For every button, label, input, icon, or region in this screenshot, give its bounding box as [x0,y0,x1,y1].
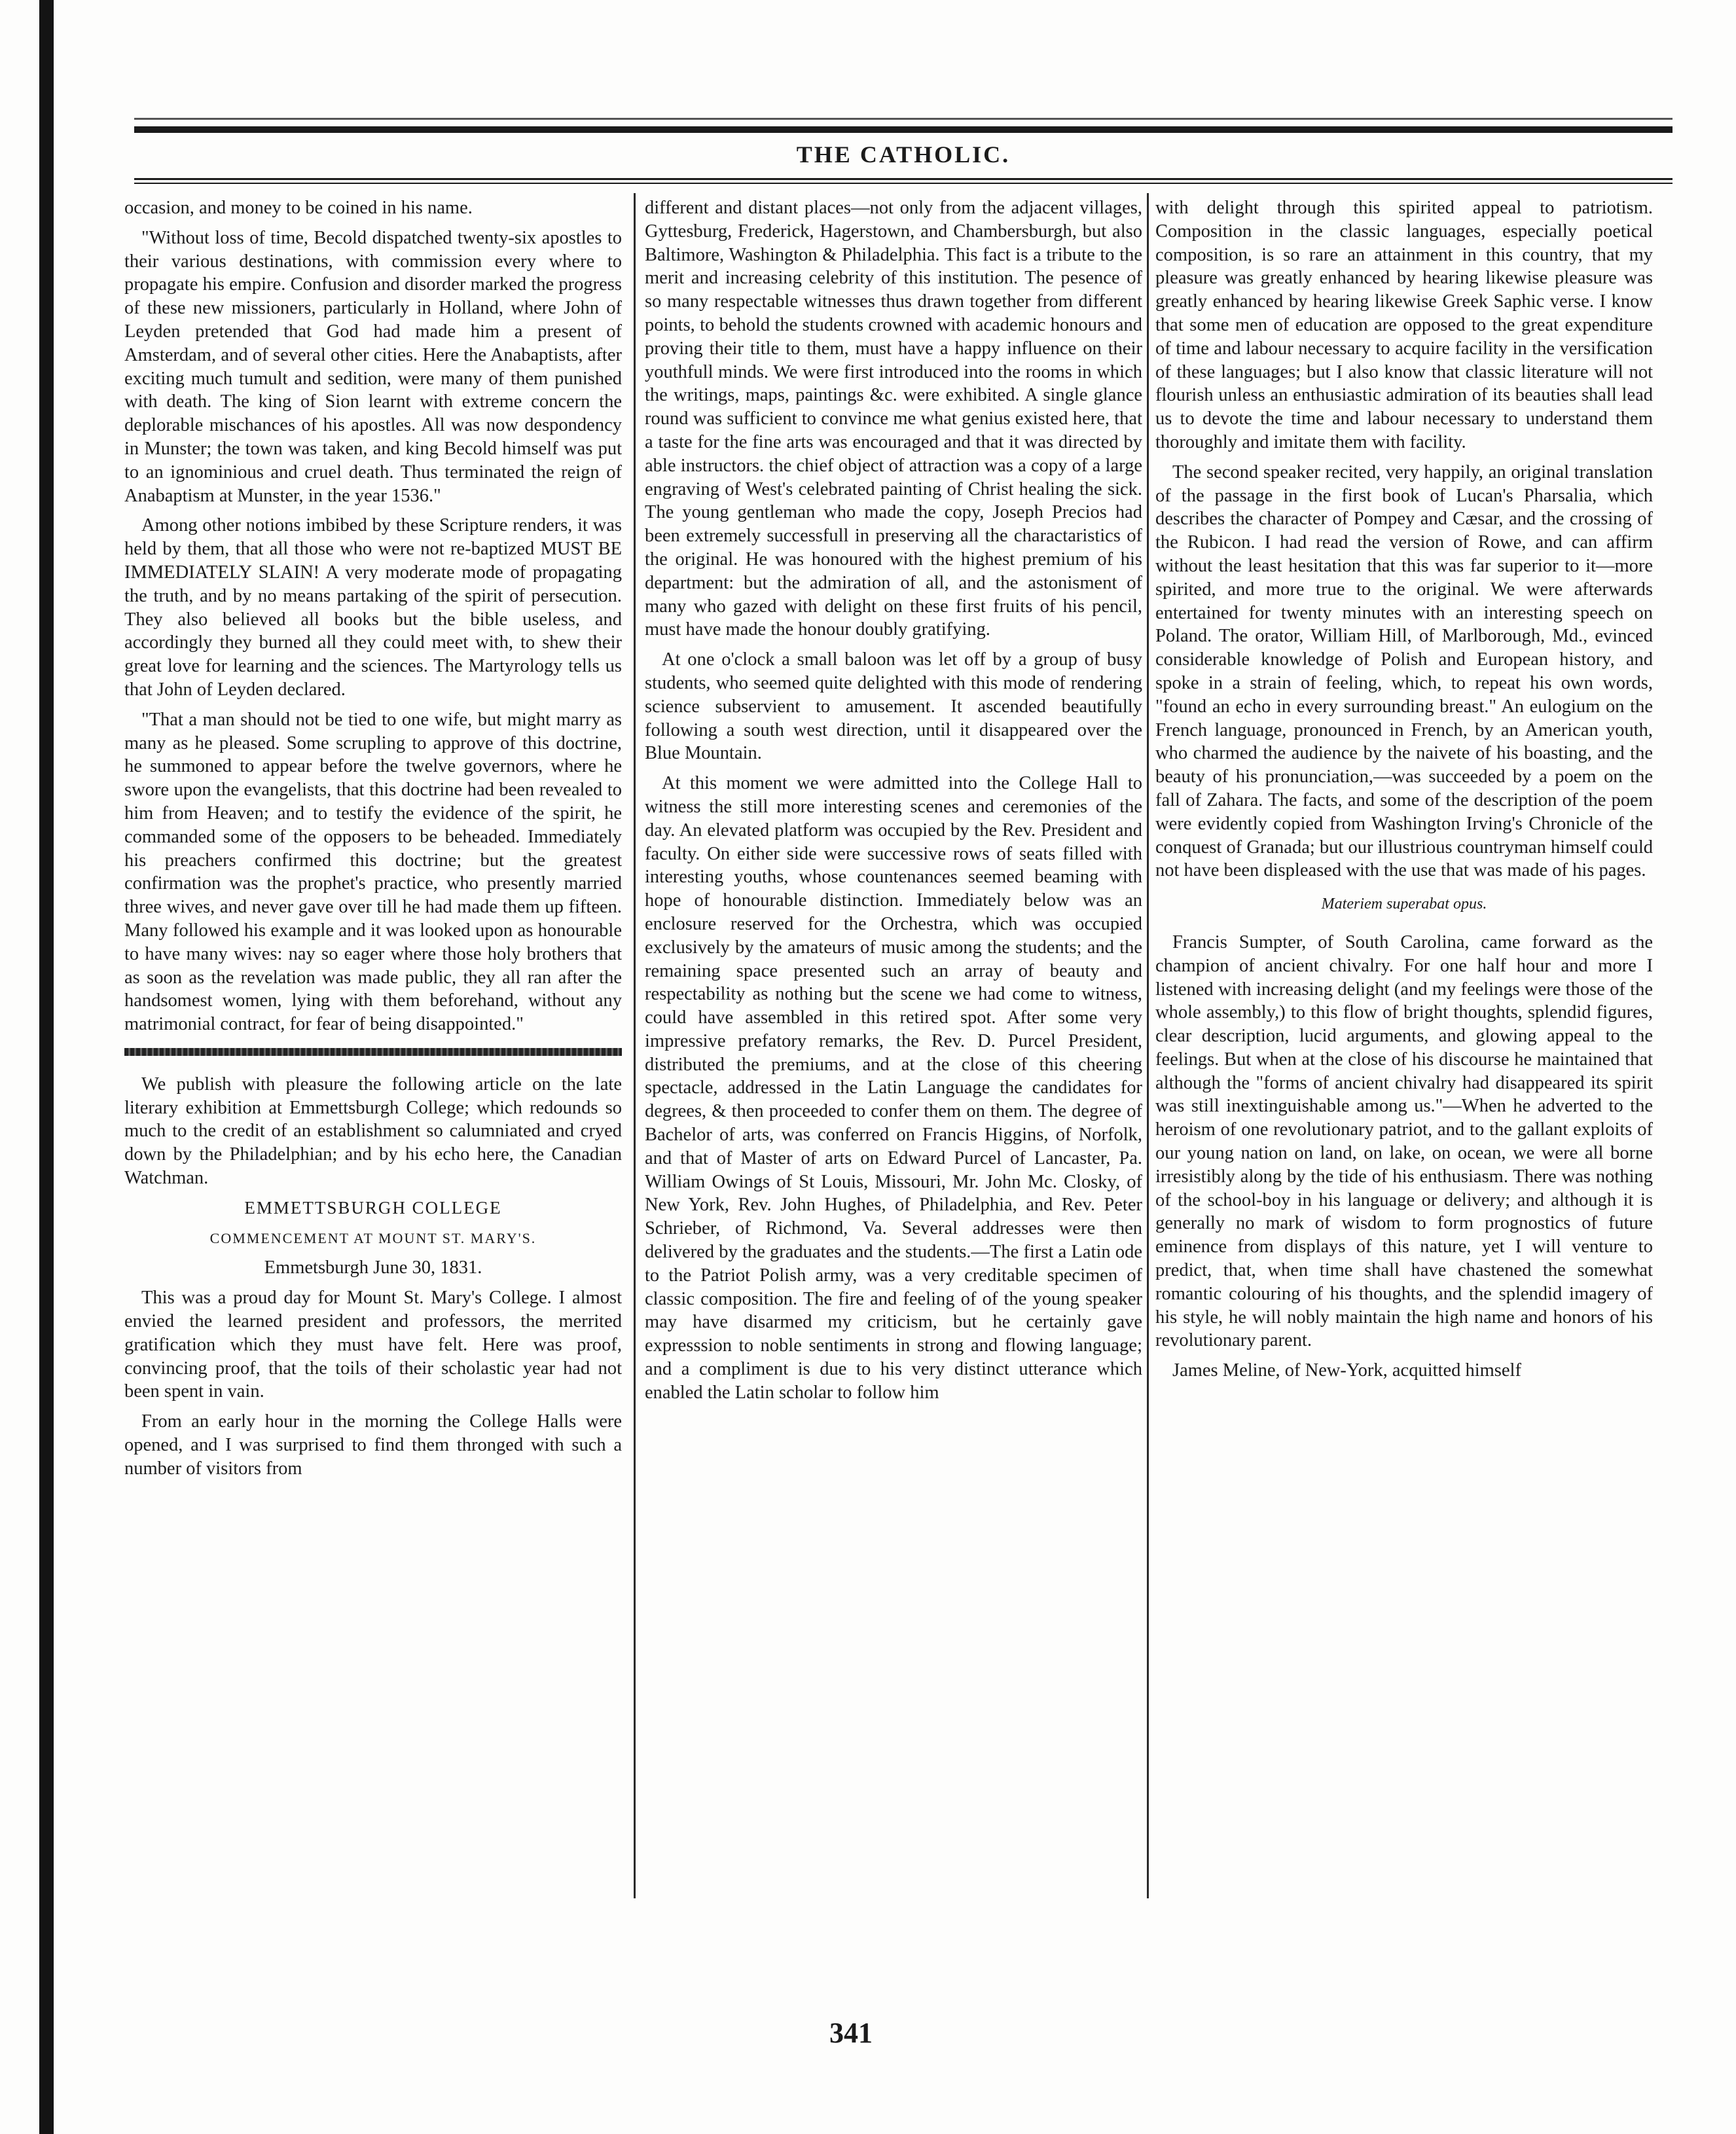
header-rule-lower [134,183,1673,184]
top-rule-thin [134,118,1673,120]
column-3 [1155,196,1653,1389]
paragraph: James Meline, of New-York, acquitted himself [1172,1360,1521,1381]
paragraph: different and distant places—not only from the adjacent villages, Gyttesburg, Frederick, Hagerstown, and Chambersburgh, but also Baltimore, Washington & Philadelphia. This fact is a tribute to the merit and increasing celebrity of this institution. The pesence of so many respectable witnesses thus drawn together from different points, to behold the students crowned with academic honours and proving their title to them, must have a happy influence on their youthfull minds. We were first introduced into the rooms in which the writings, maps, paintings &c. were exhibited. A single glance round was sufficient to convince me what genius existed here, that a taste for the fine arts was encouraged and that it was directed by able instructors. the chief object of attraction was a copy of a large engraving of West's celebrated painting of Christ healing the sick. The young gentleman who made the copy, Joseph Precios had been extremely successfull in preserving all the charactaristics of the original. He was honoured with the highest premium of his department: but the admiration of all, and the astonisment of many who gazed with delight on these first fruits of his pencil, must have made the honour doubly gratifying. [645,198,1142,640]
column-divider-2 [1147,193,1149,1898]
paragraph: "That a man should not be tied to one wife, but might marry as many as he pleased. Some scrupling to approve of this doctrine, he summoned to appear before the twelve governors, where he swore upon the evangelists, that this doctrine had been revealed to him from Heaven; and to testify the evidence of the spirit, he commanded some of the opposers to be beheaded. Immediately his preachers confirmed this doctrine; but the greatest confirmation was the prophet's practice, who presently married three wives, and never gave over till he had made them up fifteen. Many followed his example and it was looked upon as honourable to have many wives: nay so eager where those holy brothers that as soon as the revelation was made public, they all ran after the handsomest women, lying with them beforehand, without any matrimonial contract, for fear of being disappointed." [124,709,622,1035]
page-title: THE CATHOLIC. [796,141,1011,168]
page-number: 341 [829,2017,873,2049]
paragraph: We publish with pleasure the following article on the late literary exhibition at Emmettsburgh College; which redounds so much to the credit of an establishment so calumniated and cryed down by the Philadelphian; and by his echo here, the Canadian Watchman. [124,1074,622,1189]
paragraph: Among other notions imbibed by these Scripture renders, it was held by them, that all those who were not re-baptized MUST BE IMMEDIATELY SLAIN! A very moderate mode of propagating the truth, and by no means partaking of the spirit of persecution. They also believed all books but the bible useless, and accordingly they burned all they could meet with, to shew their great love for learning and the sciences. The Martyrology tells us that John of Leyden declared. [124,515,622,700]
column-1 [124,196,622,1487]
header-rule [134,178,1673,180]
paragraph: "Without loss of time, Becold dispatched twenty-six apostles to their various destinations, with commission every where to propagate his empire. Confusion and disorder marked the progress of these new missioners, particularly in Holland, where John of Leyden pretended that God had made him a present of Amsterdam, and of several other cities. Here the Anabaptists, after exciting much tumult and sedition, were many of them punished with death. The king of Sion learnt with extreme concern the deplorable mischances of his apostles. All was now despondency in Munster; the town was taken, and king Becold himself was put to an ignominious and cruel death. Thus terminated the reign of Anabaptism at Munster, in the year 1536." [124,227,622,506]
article-heading: EMMETTSBURGH COLLEGE [244,1197,502,1218]
latin-motto: Materiem superabat opus. [1321,895,1487,913]
paragraph: From an early hour in the morning the College Halls were opened, and I was surprised to find them thronged with such a number of visitors from [124,1411,622,1479]
binding-edge [39,0,54,2134]
paragraph: At this moment we were admitted into the College Hall to witness the still more interesting scenes and ceremonies of the day. An elevated platform was occupied by the Rev. President and faculty. On either side were successive rows of seats filled with interesting youths, whose countenances seemed beaming with hope of honourable distinction. Immediately below was an enclosure reserved for the Orchestra, which was occupied exclusively by the amateurs of music among the students; and the remaining space presented such an array of beauty and respectability as nothing but the scene we had come to witness, could have assembled in this retired spot. After some very impressive prefatory remarks, the Rev. D. Purcel President, distributed the premiums, and at the close of this cheering spectacle, addressed in the Latin Language the candidates for degrees, & then proceeded to confer them on them. The degree of Bachelor of arts, was conferred on Francis Higgins, of Norfolk, and that of Master of arts on Edward Purcel of Lancaster, Pa. William Owings of St Louis, Missouri, Mr. John Mc. Closky, of New York, Rev. John Hughes, of Philadelphia, and Rev. Peter Schrieber, of Richmond, Va. Several addresses were then delivered by the graduates and the students.—The first a Latin ode to the Patriot Polish army, was a very creditable specimen of classic composition. The fire and feeling of of the young speaker may have disarmed my criticism, but he certainly gave expresssion to noble sentiments in strong and flowing language; and a compliment is due to his very distinct utterance which enabled the Latin scholar to follow him [645,773,1142,1403]
paragraph: The second speaker recited, very happily, an original translation of the passage in the first book of Lucan's Pharsalia, which describes the character of Pompey and Cæsar, and the crossing of the Rubicon. I had read the version of Rowe, and can affirm without the least hesitation that this was far superior to it—more spirited, and more true to the original. We were afterwards entertained for twenty minutes with an interesting speech on Poland. The orator, William Hill, of Marlborough, Md., evinced considerable knowledge of Polish and European history, and spoke in a strain of feeling, which, to repeat his own words, "found an echo in every surrounding breast." An eulogium on the French language, pronounced in French, by an American youth, who charmed the audience by the naivete of his boasting, and the beauty of his pronunciation,—was succeeded by a poem on the fall of Zahara. The facts, and some of the description of the poem were evidently copied from Washington Irving's Chronicle of the conquest of Granada; but our illustrious countryman himself could not have been displeased with the use that was made of his pages. [1155,461,1653,881]
column-2 [645,196,1142,1411]
paragraph: occasion, and money to be coined in his name. [124,198,473,218]
article-dateline: Emmetsburgh June 30, 1831. [264,1257,482,1278]
article-subheading: COMMENCEMENT AT MOUNT ST. MARY'S. [209,1229,537,1246]
paragraph: This was a proud day for Mount St. Mary's College. I almost envied the learned president and professors, the merrited gratification which they must have felt. Here was proof, convincing proof, that the toils of their scholastic year had not been spent in vain. [124,1288,622,1402]
paragraph: At one o'clock a small baloon was let off by a group of busy students, who seemed quite delighted with this mode of rendering science subservient to amusement. It ascended beautifully following a south west direction, until it disappeared over the Blue Mountain. [645,649,1142,764]
paragraph: Francis Sumpter, of South Carolina, came forward as the champion of ancient chivalry. For one half hour and more I listened with increasing delight (and my feelings were those of the whole assembly,) to this flow of bright thoughts, splendid figures, clear description, lucid arguments, and glowing appeal to the feelings. But when at the close of his discourse he maintained that although the "forms of ancient chivalry had disappeared its spirit was still inextinguishable among us."—When he adverted to the heroism of one revolutionary patriot, and to the gallant exploits of our young nation on land, on lake, on ocean, we were all borne irresistibly along by the tide of his enthusiasm. There was nothing of the school-boy in his language or delivery; and although it is generally no mark of wisdom to form prognostics of future eminence from displays of this nature, yet I will venture to predict, that, when time shall have chastened the somewhat romantic colouring of his thoughts, and the splendid imagery of his style, he will nobly maintain the high name and honors of his revolutionary parent. [1155,931,1653,1351]
paragraph: with delight through this spirited appeal to patriotism. Composition in the classic languages, especially poetical composition, is so rare an attainment in this country, that my pleasure was greatly enhanced by hearing likewise pleasure was greatly enhanced by hearing likewise Greek Saphic verse. I know that some men of education are opposed to the great expenditure of time and labour necessary to acquire facility in the versification of these languages; but I also know that classic literature will not flourish unless an enthusiastic admiration of its beauties shall lead us to devote the time and labour necessary to understand them thoroughly and imitate them with facility. [1155,198,1653,452]
top-rule-thick [134,126,1673,133]
section-separator [124,1048,622,1056]
column-divider-1 [634,193,636,1898]
